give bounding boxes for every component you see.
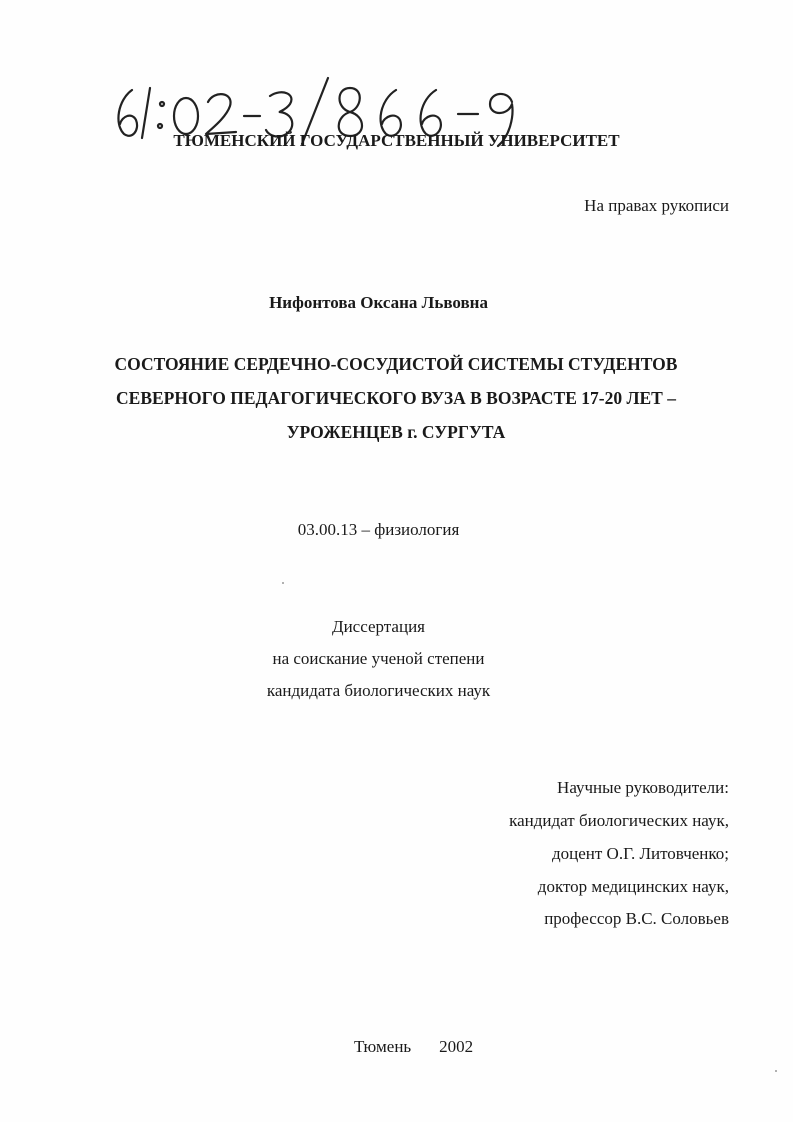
supervisor-line: доктор медицинских наук, <box>537 877 729 896</box>
title-line: СОСТОЯНИЕ СЕРДЕЧНО-СОСУДИСТОЙ СИСТЕМЫ СТУДЕНТОВ <box>114 354 678 374</box>
supervisor-line: Научные руководители: <box>557 778 729 797</box>
supervisor-line: профессор В.С. Соловьев <box>544 909 729 928</box>
manuscript-rights-note: На правах рукописи <box>584 196 729 215</box>
scan-speck <box>775 1070 777 1072</box>
supervisor-line: доцент О.Г. Литовченко; <box>551 844 729 863</box>
city-name: Тюмень <box>354 1037 412 1056</box>
supervisor-line: кандидат биологических наук, <box>509 811 729 830</box>
university-name: ТЮМЕНСКИЙ ГОСУДАРСТВЕННЫЙ УНИВЕРСИТЕТ <box>173 131 620 150</box>
title-line: УРОЖЕНЦЕВ г. СУРГУТА <box>286 422 506 442</box>
year: 2002 <box>439 1037 474 1056</box>
specialty-code: 03.00.13 – физиология <box>297 520 460 539</box>
degree-line: на соискание ученой степени <box>272 649 485 668</box>
author-name: Нифонтова Оксана Львовна <box>269 293 488 312</box>
degree-line: кандидата биологических наук <box>266 681 491 700</box>
scan-speck <box>282 582 284 584</box>
degree-line: Диссертация <box>331 617 425 636</box>
place-and-year <box>354 1037 473 1057</box>
title-line: СЕВЕРНОГО ПЕДАГОГИЧЕСКОГО ВУЗА В ВОЗРАСТЕ 17-20 ЛЕТ – <box>116 388 676 408</box>
